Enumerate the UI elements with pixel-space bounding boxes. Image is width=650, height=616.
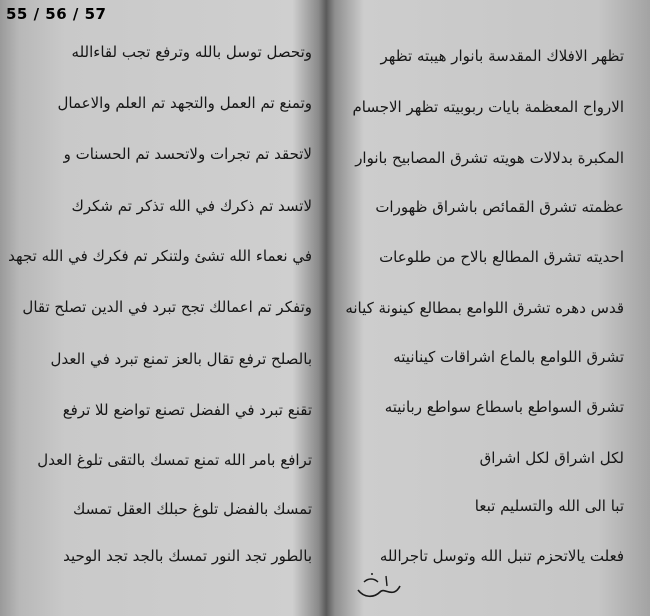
text-line: بالصلح ترفع تقال بالعز تمنع تبرد في العدل [50,350,312,368]
text-line: بالطور تجد النور تمسك بالجد تجد الوحيد [63,547,312,565]
text-line: تظهر الافلاك المقدسة بانوار هيبته تظهر [380,47,624,65]
right-page [330,0,650,616]
text-line: لكل اشراق لكل اشراق [479,449,624,467]
text-line: في نعماء الله تشئ ولتنكر تم فكرك في الله تجهد [8,247,312,265]
page-number: 55 / 56 / 57 [6,5,107,23]
text-line: لاتحقد تم تجرات ولاتحسد تم الحسنات و [63,145,312,163]
text-line: فعلت يالاتحزم تنبل الله وتوسل تاجرالله [379,547,624,565]
text-line: وتمنع تم العمل والتجهد تم العلم والاعمال [57,94,312,112]
catchword-signature [356,568,402,602]
text-line: وتحصل توسل بالله وترفع تجب لقاءالله [71,43,312,61]
text-line: قدس دهره تشرق اللوامع بمطالع كينونة كيانه [345,299,624,317]
text-line: الارواح المعظمة بايات ربوبيته تظهر الاجسام [352,98,624,116]
text-line: تقنع تبرد في الفضل تصنع تواضع للا ترفع [62,401,312,419]
text-line: تشرق اللوامع بالماع اشراقات كينانيته [393,348,624,366]
text-line: ترافع بامر الله تمنع تمسك بالتقى تلوغ العدل [37,451,312,469]
text-line: احديته تشرق المطالع بالاح من طلوعات [379,248,624,266]
text-line: تبا الى الله والتسليم تبعا [474,497,624,515]
text-line: عظمته تشرق القمائص باشراق ظهورات [375,198,624,216]
text-line: لاتسد تم ذكرك في الله تذكر تم شكرك [71,197,312,215]
text-line: المكبرة بدلالات هويته تشرق المصابيح بانوار [355,149,624,167]
text-line: وتفكر تم اعمالك تجح تبرد في الدين تصلح تقال [22,298,312,316]
text-line: تمسك بالفضل تلوغ حبلك العقل تمسك [72,500,312,518]
text-line: تشرق السواطع باسطاع سواطع ربانيته [384,398,624,416]
